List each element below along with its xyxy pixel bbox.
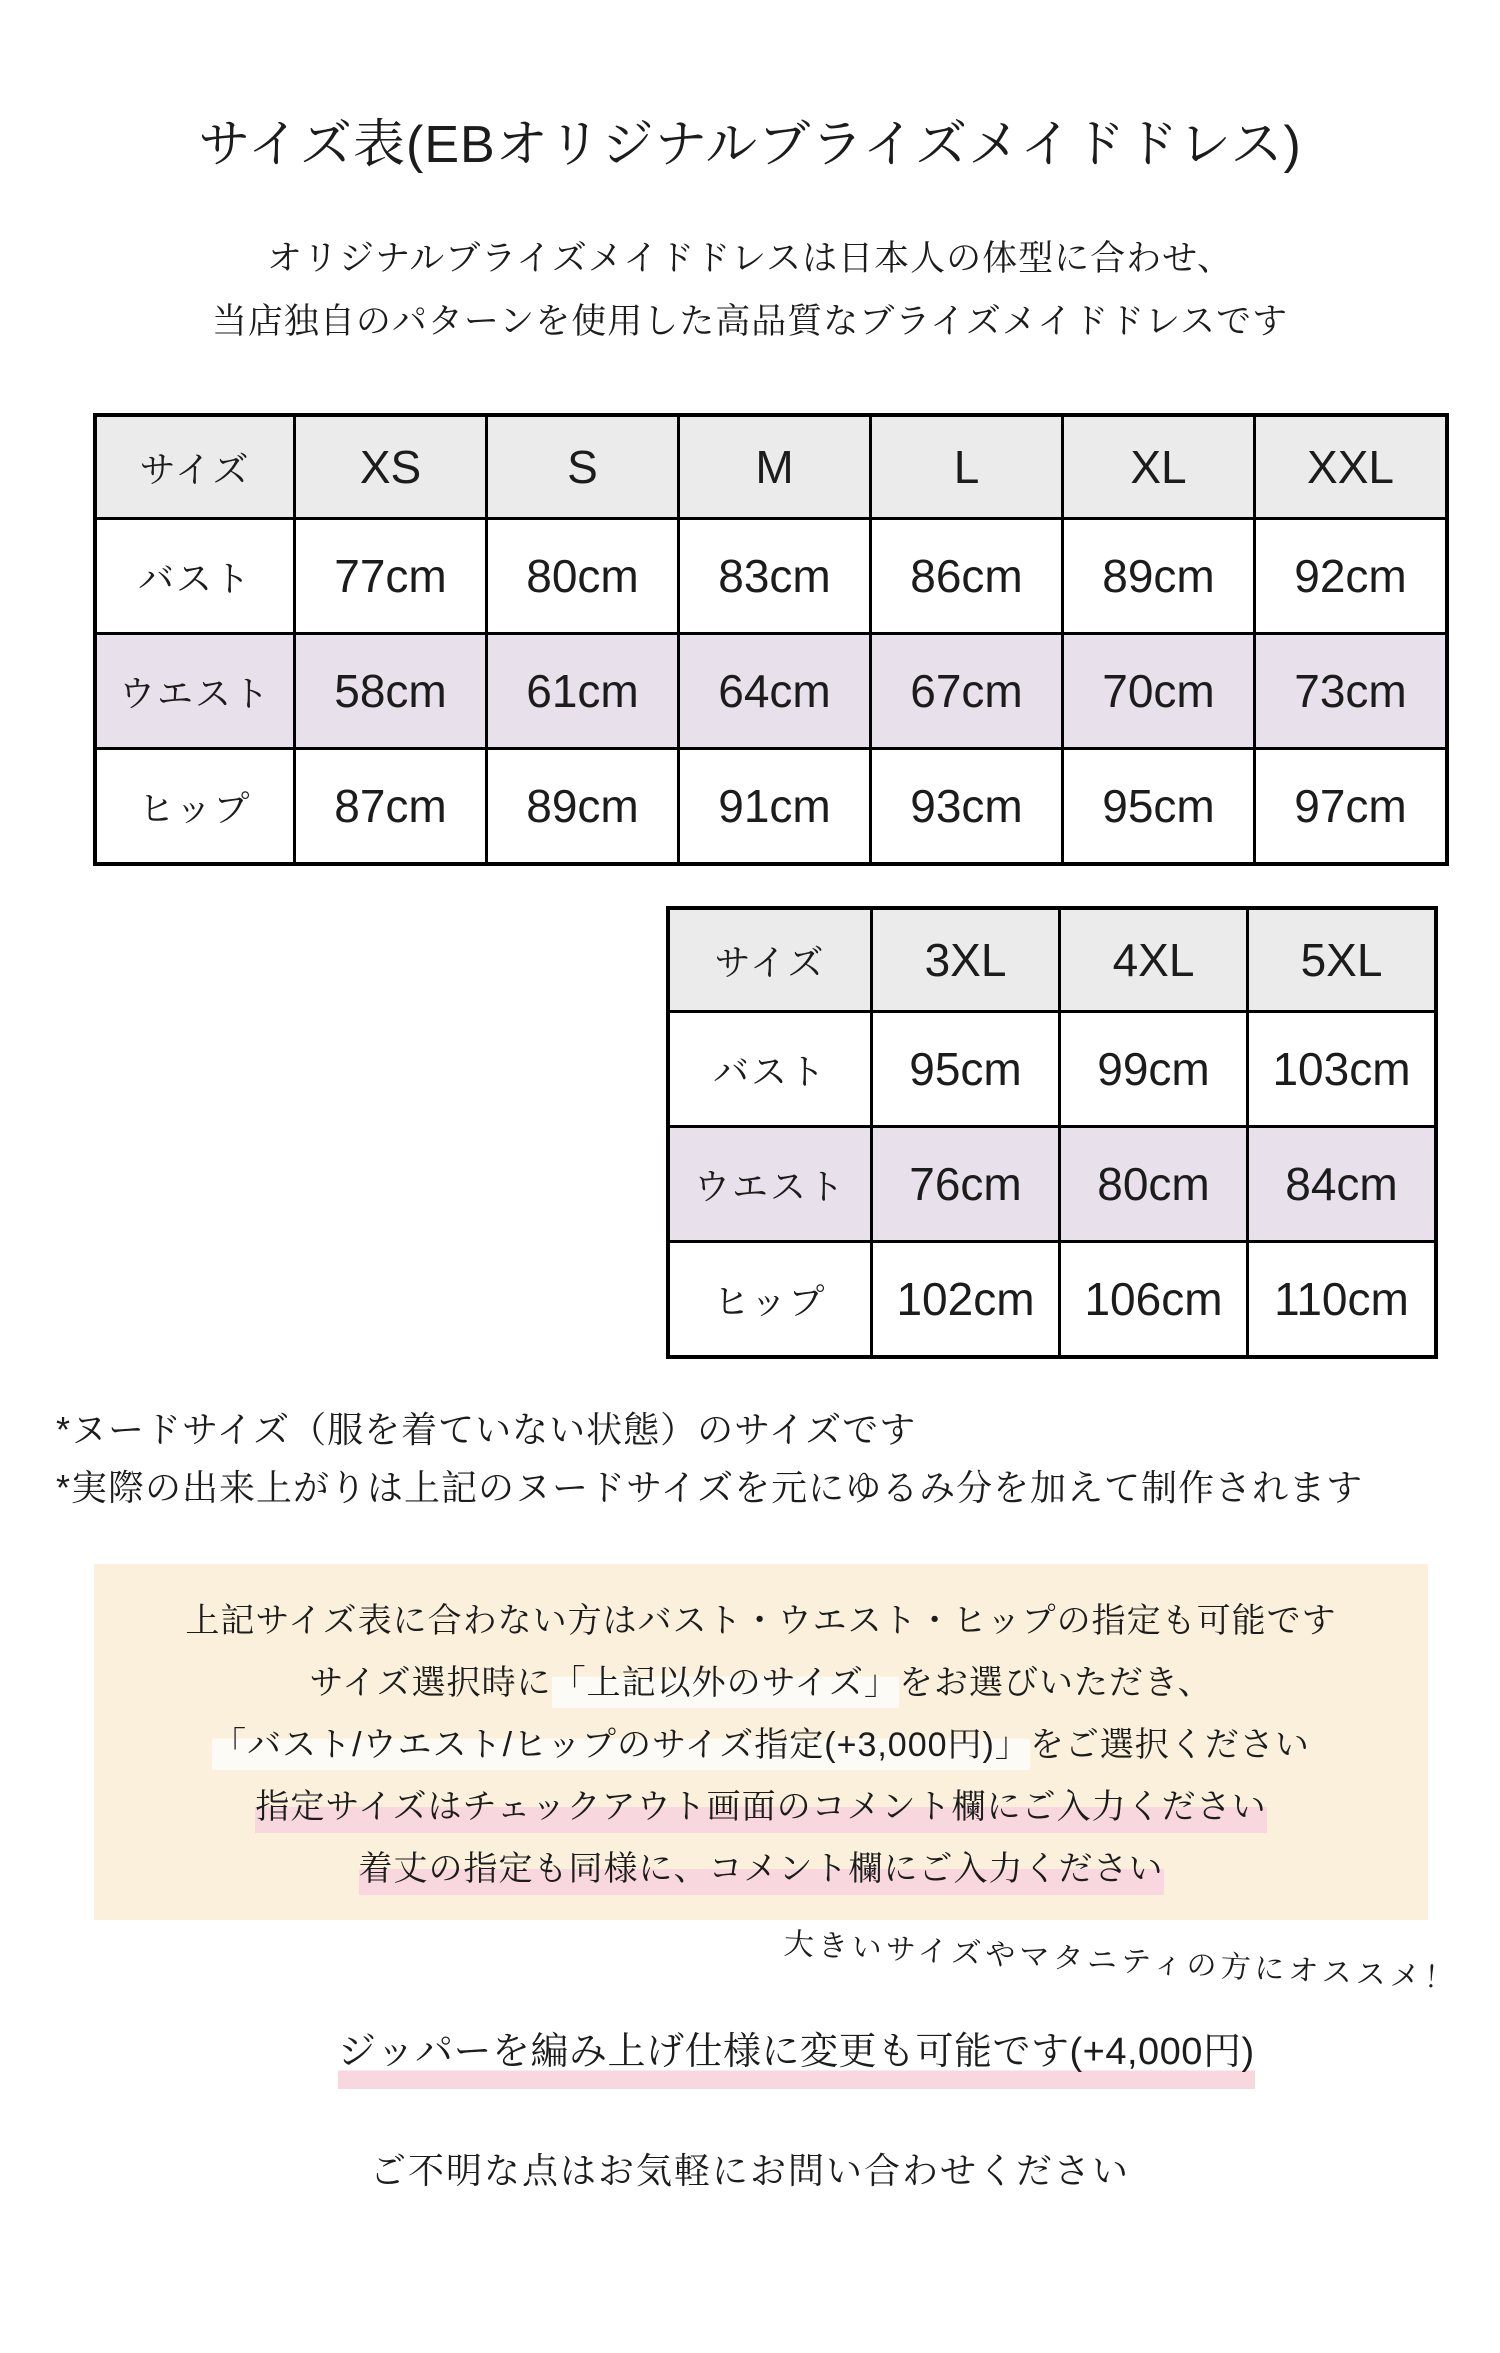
header-cell-xl: XL bbox=[1063, 415, 1255, 519]
info-line-3 bbox=[94, 1714, 1428, 1776]
info-line-1: 上記サイズ表に合わない方はバスト・ウエスト・ヒップの指定も可能です bbox=[185, 1601, 1337, 1640]
bust-m: 83cm bbox=[679, 519, 871, 634]
table-row-waist bbox=[668, 1127, 1436, 1242]
info-line-5 bbox=[94, 1838, 1428, 1900]
header-cell-m: M bbox=[679, 415, 871, 519]
header-cell-xs: XS bbox=[295, 415, 487, 519]
hip-xs: 87cm bbox=[295, 749, 487, 865]
info-line-4 bbox=[94, 1776, 1428, 1838]
page-subtitle bbox=[0, 227, 1500, 353]
hip-m: 91cm bbox=[679, 749, 871, 865]
table-row-bust bbox=[668, 1012, 1436, 1127]
waist-l: 67cm bbox=[871, 634, 1063, 749]
hip-l: 93cm bbox=[871, 749, 1063, 865]
nude-size-notes bbox=[56, 1401, 1500, 1518]
table-row-waist bbox=[95, 634, 1447, 749]
header-cell-4xl: 4XL bbox=[1060, 908, 1248, 1012]
waist-3xl: 76cm bbox=[872, 1127, 1060, 1242]
hip-xl: 95cm bbox=[1063, 749, 1255, 865]
row-label-waist: ウエスト bbox=[95, 634, 295, 749]
note-line-1: *ヌードサイズ（服を着ていない状態）のサイズです bbox=[56, 1409, 917, 1450]
row-label-bust: バスト bbox=[95, 519, 295, 634]
table-row-hip bbox=[668, 1242, 1436, 1358]
size-chart-page bbox=[0, 102, 1500, 2353]
size-table-main bbox=[93, 413, 1449, 866]
waist-xl: 70cm bbox=[1063, 634, 1255, 749]
header-cell-5xl: 5XL bbox=[1248, 908, 1437, 1012]
row-label-hip: ヒップ bbox=[668, 1242, 872, 1358]
info-line-3-highlight: 「バスト/ウエスト/ヒップのサイズ指定(+3,000円)」 bbox=[212, 1726, 1030, 1770]
row-label-waist: ウエスト bbox=[668, 1127, 872, 1242]
waist-s: 61cm bbox=[487, 634, 679, 749]
bust-xs: 77cm bbox=[295, 519, 487, 634]
info-line-2-highlight: 「上記以外のサイズ」 bbox=[552, 1664, 899, 1708]
zipper-option-note bbox=[338, 2020, 1500, 2075]
waist-5xl: 84cm bbox=[1248, 1127, 1437, 1242]
info-line-5-highlight: 着丈の指定も同様に、コメント欄にご入力ください bbox=[359, 1850, 1164, 1895]
bust-4xl: 99cm bbox=[1060, 1012, 1248, 1127]
custom-size-info-box bbox=[94, 1564, 1428, 1920]
zipper-option-highlight: ジッパーを編み上げ仕様に変更も可能です(+4,000円) bbox=[338, 2031, 1255, 2089]
bust-s: 80cm bbox=[487, 519, 679, 634]
table-row-bust bbox=[95, 519, 1447, 634]
hip-4xl: 106cm bbox=[1060, 1242, 1248, 1358]
hip-s: 89cm bbox=[487, 749, 679, 865]
subtitle-line-2: 当店独自のパターンを使用した高品質なブライズメイドドレスです bbox=[211, 302, 1289, 341]
contact-footer: ご不明な点はお気軽にお問い合わせください bbox=[369, 2149, 1130, 2191]
header-cell-s: S bbox=[487, 415, 679, 519]
bust-5xl: 103cm bbox=[1248, 1012, 1437, 1127]
header-cell-xxl: XXL bbox=[1255, 415, 1448, 519]
info-line-2-prefix: サイズ選択時に bbox=[309, 1663, 552, 1702]
subtitle-line-1: オリジナルブライズメイドドレスは日本人の体型に合わせ、 bbox=[266, 239, 1234, 278]
hip-xxl: 97cm bbox=[1255, 749, 1448, 865]
hip-5xl: 110cm bbox=[1248, 1242, 1437, 1358]
header-cell-size: サイズ bbox=[668, 908, 872, 1012]
row-label-bust: バスト bbox=[668, 1012, 872, 1127]
info-line-2 bbox=[94, 1652, 1428, 1714]
handwritten-recommendation-note: 大きいサイズやマタニティの方にオススメ！ bbox=[783, 1927, 1459, 1996]
bust-xxl: 92cm bbox=[1255, 519, 1448, 634]
bust-l: 86cm bbox=[871, 519, 1063, 634]
header-cell-size: サイズ bbox=[95, 415, 295, 519]
waist-m: 64cm bbox=[679, 634, 871, 749]
info-line-3-suffix: をご選択ください bbox=[1029, 1725, 1310, 1764]
table-row-hip bbox=[95, 749, 1447, 865]
waist-xs: 58cm bbox=[295, 634, 487, 749]
info-line-2-suffix: をお選びいただき、 bbox=[898, 1663, 1213, 1702]
bust-3xl: 95cm bbox=[872, 1012, 1060, 1127]
note-line-2: *実際の出来上がりは上記のヌードサイズを元にゆるみ分を加えて制作されます bbox=[56, 1467, 1364, 1509]
header-cell-3xl: 3XL bbox=[872, 908, 1060, 1012]
table-row-header bbox=[668, 908, 1436, 1012]
header-cell-l: L bbox=[871, 415, 1063, 519]
info-line-4-highlight: 指定サイズはチェックアウト画面のコメント欄にご入力ください bbox=[255, 1788, 1266, 1833]
row-label-hip: ヒップ bbox=[95, 749, 295, 865]
waist-4xl: 80cm bbox=[1060, 1127, 1248, 1242]
bust-xl: 89cm bbox=[1063, 519, 1255, 634]
size-table-large bbox=[666, 906, 1438, 1359]
table-row-header bbox=[95, 415, 1447, 519]
hip-3xl: 102cm bbox=[872, 1242, 1060, 1358]
page-title: サイズ表(EBオリジナルブライズメイドドレス) bbox=[198, 116, 1302, 174]
waist-xxl: 73cm bbox=[1255, 634, 1448, 749]
